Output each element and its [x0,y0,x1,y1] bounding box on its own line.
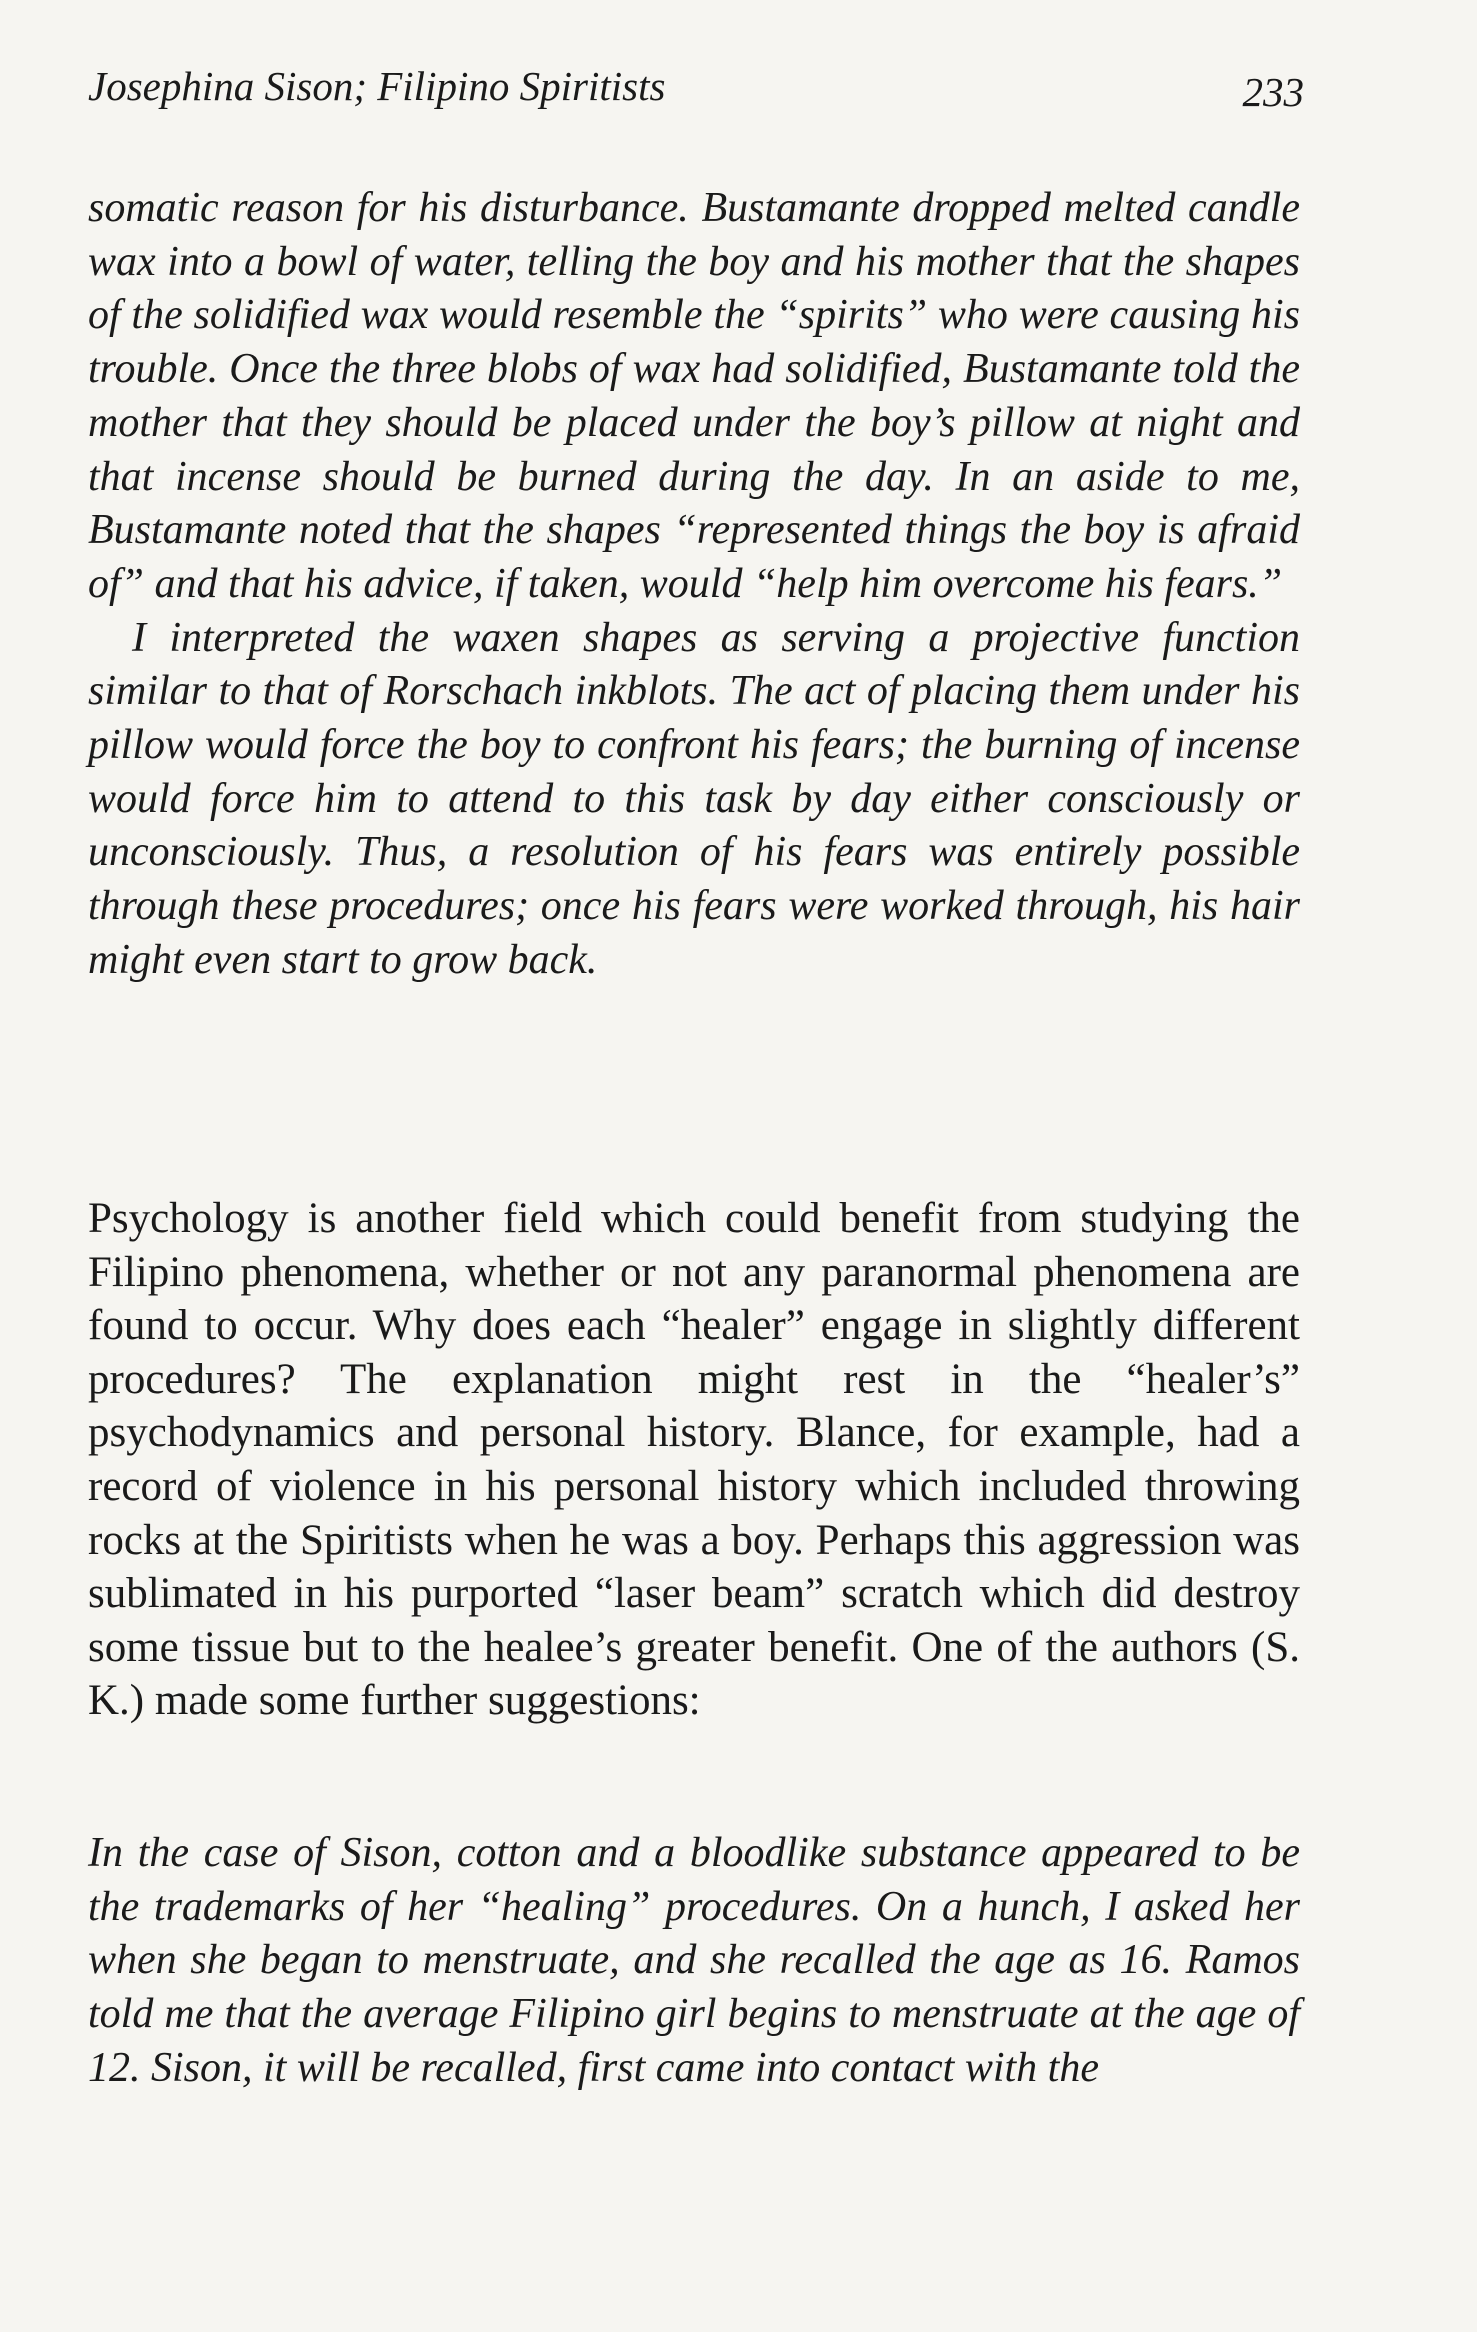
page-number: 233 [1242,69,1304,115]
paragraph-4: In the case of Sison, cotton and a bloodlike substance appeared to be the trademarks of her “healing” procedures. On a hunch, I asked her when she began to menstruate, and she recalled the age as 16. Ramos told me that the average Filipino girl begins to menstruate at the age of 12. Sison, it will be recalled, first came into contact with the [88,1830,1300,2091]
paragraph-2: I interpreted the waxen shapes as serving a projective function similar to that of Rorschach inkblots. The act of placing them under his pillow would force the boy to confront his fears; the burning of incense would force him to attend to this task by day either consciously or unconsciously. Thus, a resolution of his fears was entirely possible through these procedures; once his fears were worked through, his hair might even start to grow back. [88,614,1300,983]
quoted-passage-2 [88,1827,1300,2096]
running-head-title: Josephina Sison; Filipino Spiritists [88,63,666,109]
running-head [88,62,1304,132]
book-page [88,62,1304,2091]
quoted-passage-1 [88,182,1300,988]
body-passage [88,1192,1300,1728]
paragraph-3: Psychology is another field which could benefit from studying the Filipino phenomena, whether or not any paranormal phenomena are found to occur. Why does each “healer” engage in slightly different procedures? The explanation might rest in the “healer’s” psychodynamics and personal history. Blance, for example, had a record of violence in his personal history which included throwing rocks at the Spiritists when he was a boy. Perhaps this aggression was sublimated in his purported “laser beam” scratch which did destroy some tissue but to the healee’s greater benefit. One of the authors (S. K.) made some further suggestions: [88,1195,1300,1725]
paragraph-1: somatic reason for his disturbance. Bustamante dropped melted candle wax into a bowl of water, telling the boy and his mother that the shapes of the solidified wax would resemble the “spirits” who were causing his trouble. Once the three blobs of wax had solidified, Bustamante told the mother that they should be placed under the boy’s pillow at night and that incense should be burned during the day. In an aside to me, Bustamante noted that the shapes “represented things the boy is afraid of” and that his advice, if taken, would “help him overcome his fears.” [88,185,1300,607]
